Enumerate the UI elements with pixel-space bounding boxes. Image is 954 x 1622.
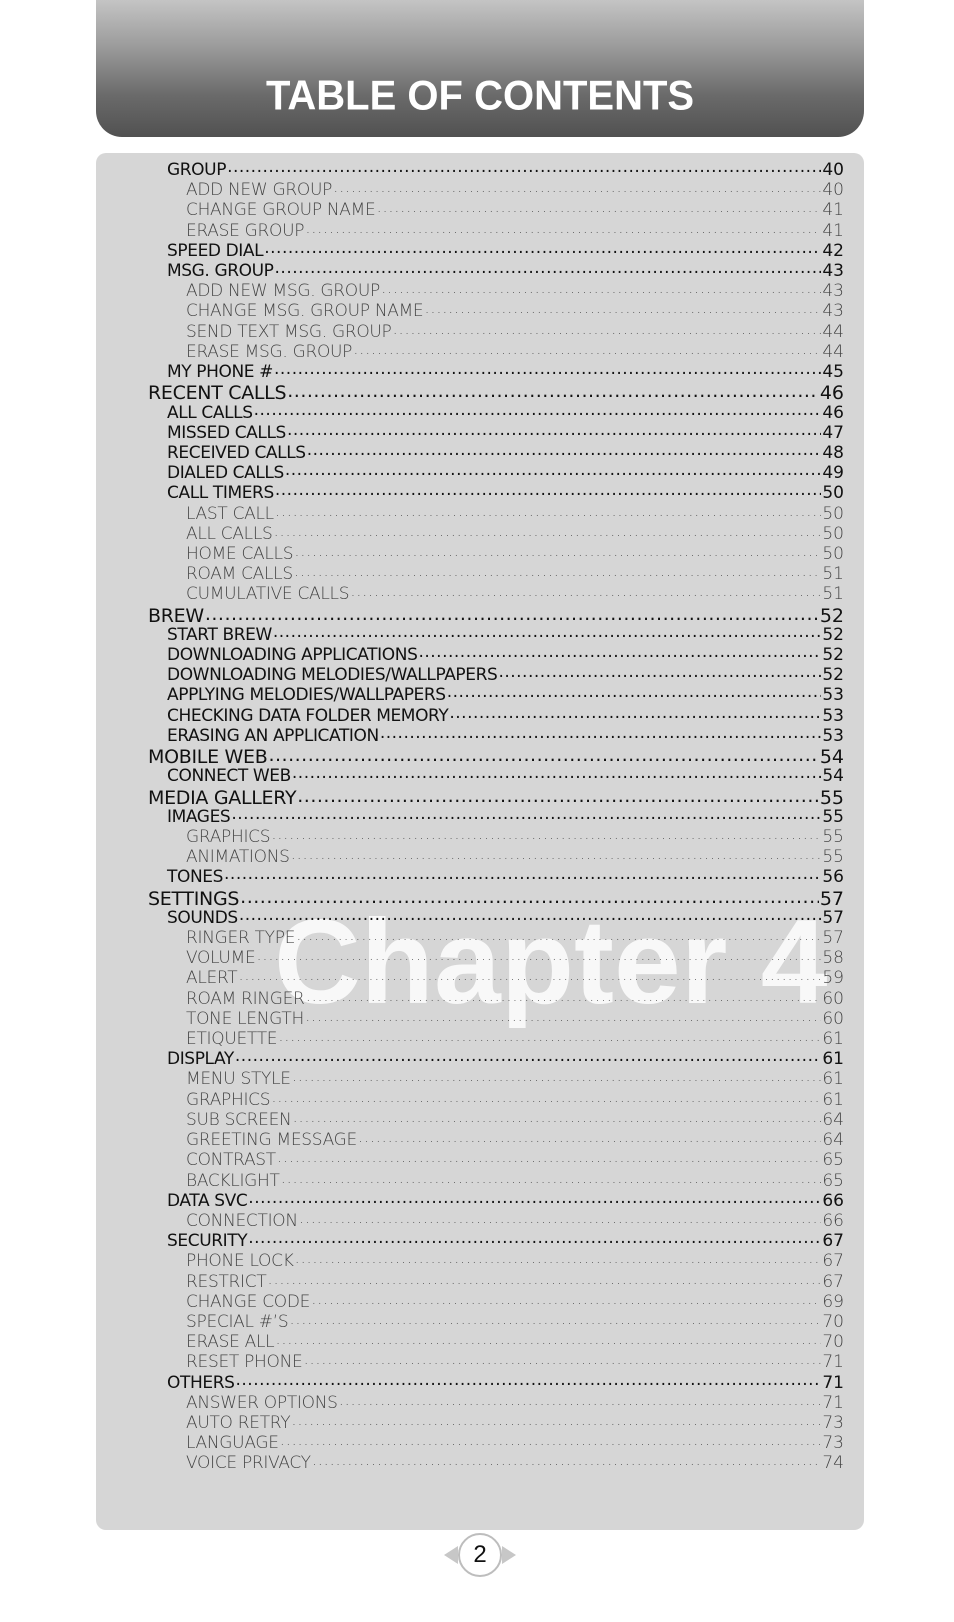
toc-entry-title: MEDIA GALLERY — [148, 786, 297, 809]
toc-entry-page: 50 — [822, 543, 844, 564]
dot-leader — [299, 1209, 822, 1226]
toc-entry[interactable] — [186, 1169, 844, 1190]
toc-entry-page: 55 — [822, 806, 844, 827]
toc-entry[interactable] — [186, 340, 844, 361]
toc-entry-page: 67 — [822, 1231, 844, 1252]
toc-entry[interactable] — [148, 785, 844, 809]
dot-leader — [275, 1330, 821, 1347]
toc-entry[interactable] — [186, 1451, 844, 1472]
toc-entry-page: 52 — [822, 665, 844, 686]
toc-entry-page: 53 — [822, 705, 844, 726]
dot-leader — [256, 946, 821, 963]
dot-leader — [353, 340, 821, 357]
toc-entry-page: 43 — [822, 301, 844, 322]
toc-entry-title: ERASE GROUP — [186, 220, 305, 241]
toc-entry[interactable] — [186, 966, 844, 987]
toc-entry[interactable] — [167, 1047, 844, 1068]
toc-entry-title: IMAGES — [167, 806, 231, 827]
toc-entry-page: 40 — [822, 160, 844, 180]
toc-entry[interactable] — [167, 663, 844, 684]
toc-entry-title: MY PHONE # — [167, 362, 273, 383]
toc-entry-page: 70 — [822, 1311, 844, 1332]
toc-entry[interactable] — [186, 1148, 844, 1169]
dot-leader — [275, 502, 822, 519]
toc-entry[interactable] — [186, 522, 844, 543]
toc-entry-title: SECURITY — [167, 1231, 248, 1252]
toc-entry-page: 42 — [822, 240, 844, 261]
toc-entry[interactable] — [186, 1027, 844, 1048]
toc-entry-title: ERASING AN APPLICATION — [167, 725, 379, 746]
dot-leader — [498, 663, 821, 680]
toc-entry[interactable] — [186, 1249, 844, 1270]
dot-leader — [380, 724, 822, 741]
toc-entry[interactable] — [186, 1067, 844, 1088]
dot-leader — [291, 1411, 821, 1428]
toc-entry-title: SUB SCREEN — [186, 1109, 292, 1130]
toc-entry-title: VOLUME — [186, 948, 256, 969]
toc-entry-title: ALERT — [186, 968, 238, 989]
toc-entry-page: 61 — [822, 1029, 844, 1050]
dot-leader — [305, 219, 821, 236]
toc-entry[interactable] — [186, 1128, 844, 1149]
toc-entry-title: ROAM RINGER — [186, 988, 305, 1009]
toc-entry[interactable] — [167, 724, 844, 745]
toc-entry-page: 45 — [822, 362, 844, 383]
toc-entry-title: ALL CALLS — [167, 402, 253, 423]
toc-entry[interactable] — [186, 926, 844, 947]
toc-entry-page: 50 — [822, 503, 844, 524]
dot-leader — [289, 1310, 821, 1327]
toc-entry-title: SETTINGS — [148, 887, 240, 910]
toc-entry-title: SPECIAL #’S — [186, 1311, 289, 1332]
toc-entry-page: 66 — [822, 1190, 844, 1211]
dot-leader — [224, 865, 821, 882]
toc-entry-page: 46 — [822, 402, 844, 423]
toc-entry[interactable] — [167, 1189, 844, 1210]
toc-entry-title: DOWNLOADING APPLICATIONS — [167, 645, 418, 666]
dot-leader — [381, 279, 821, 296]
toc-entry-title: CONTRAST — [186, 1150, 276, 1171]
dot-leader — [254, 401, 822, 418]
dot-leader — [239, 906, 822, 923]
toc-panel — [96, 153, 864, 1530]
dot-leader — [281, 1169, 822, 1186]
toc-entry[interactable] — [167, 239, 844, 260]
toc-entry-page: 44 — [822, 341, 844, 362]
toc-entry-title: CHANGE GROUP NAME — [186, 200, 376, 221]
toc-entry-page: 65 — [822, 1170, 844, 1191]
dot-leader — [227, 158, 821, 175]
toc-entry[interactable] — [186, 279, 844, 300]
dot-leader — [274, 522, 822, 539]
toc-entry-page: 61 — [822, 1069, 844, 1090]
dot-leader — [264, 239, 821, 256]
toc-entry-page: 54 — [819, 746, 844, 769]
dot-leader — [268, 744, 818, 763]
toc-entry-page: 73 — [822, 1433, 844, 1454]
toc-entry[interactable] — [167, 643, 844, 664]
toc-entry-page: 65 — [822, 1150, 844, 1171]
toc-entry-title: RESTRICT — [186, 1271, 267, 1292]
toc-entry-page: 60 — [822, 1008, 844, 1029]
toc-entry[interactable] — [186, 219, 844, 240]
dot-leader — [311, 1290, 821, 1307]
toc-entry[interactable] — [167, 1229, 844, 1250]
toc-entry-page: 49 — [822, 463, 844, 484]
toc-entry-title: RECENT CALLS — [148, 382, 287, 405]
toc-entry-page: 74 — [822, 1453, 844, 1474]
toc-entry-page: 43 — [822, 261, 844, 282]
dot-leader — [418, 643, 821, 660]
dot-leader — [292, 1067, 822, 1084]
toc-entry[interactable] — [167, 623, 844, 644]
toc-entry[interactable] — [186, 299, 844, 320]
toc-entry-title: GRAPHICS — [186, 826, 271, 847]
toc-entry-page: 46 — [819, 382, 844, 405]
toc-entry[interactable] — [186, 1350, 844, 1371]
toc-entry-title: MSG. GROUP — [167, 261, 274, 282]
toc-entry-title: ALL CALLS — [186, 523, 273, 544]
toc-entry-title: HOME CALLS — [186, 543, 294, 564]
dot-leader — [271, 825, 821, 842]
toc-entry-title: DATA SVC — [167, 1190, 248, 1211]
toc-entry-title: RECEIVED CALLS — [167, 442, 306, 463]
dot-leader — [449, 704, 821, 721]
dot-leader — [285, 461, 821, 478]
toc-entry-title: TONE LENGTH — [186, 1008, 304, 1029]
toc-entry[interactable] — [186, 1209, 844, 1230]
toc-entry[interactable] — [186, 825, 844, 846]
dot-leader — [339, 1391, 822, 1408]
dot-leader — [333, 178, 821, 195]
toc-entry-page: 50 — [822, 523, 844, 544]
toc-entry-page: 71 — [822, 1392, 844, 1413]
toc-entry[interactable] — [186, 1088, 844, 1109]
toc-entry[interactable] — [167, 1371, 844, 1392]
toc-entry[interactable] — [186, 1007, 844, 1028]
toc-entry-page: 71 — [822, 1352, 844, 1373]
toc-entry-title: ADD NEW MSG. GROUP — [186, 281, 380, 302]
toc-entry-page: 55 — [819, 786, 844, 809]
toc-entry[interactable] — [186, 320, 844, 341]
toc-entry-title: ROAM CALLS — [186, 564, 293, 585]
page-number: 2 — [458, 1533, 502, 1577]
toc-entry[interactable] — [186, 1431, 844, 1452]
toc-entry-title: ERASE MSG. GROUP — [186, 341, 353, 362]
dot-leader — [275, 481, 822, 498]
dot-leader — [424, 299, 821, 316]
toc-entry-page: 50 — [822, 483, 844, 504]
toc-entry[interactable] — [148, 886, 844, 910]
toc-entry-page: 51 — [822, 584, 844, 605]
page-number-badge — [444, 1533, 516, 1579]
dot-leader — [248, 1189, 821, 1206]
toc-entry-page: 66 — [822, 1210, 844, 1231]
toc-entry[interactable] — [186, 582, 844, 603]
toc-entry-title: PHONE LOCK — [186, 1251, 294, 1272]
toc-entry-page: 71 — [822, 1372, 844, 1393]
toc-entry[interactable] — [186, 178, 844, 199]
toc-entry[interactable] — [186, 987, 844, 1008]
toc-entry[interactable] — [167, 158, 844, 179]
toc-entry-title: VOICE PRIVACY — [186, 1453, 311, 1474]
toc-entry-title: SPEED DIAL — [167, 240, 264, 261]
toc-entry-page: 52 — [822, 645, 844, 666]
toc-entry-title: MISSED CALLS — [167, 422, 286, 443]
dot-leader — [277, 1148, 821, 1165]
toc-entry[interactable] — [167, 805, 844, 826]
dot-leader — [376, 198, 821, 215]
toc-entry-title: CHECKING DATA FOLDER MEMORY — [167, 705, 449, 726]
dot-leader — [294, 542, 821, 559]
dot-leader — [306, 987, 822, 1004]
toc-entry-title: DISPLAY — [167, 1049, 234, 1070]
toc-entry-page: 67 — [822, 1271, 844, 1292]
toc-entry-page: 56 — [822, 867, 844, 888]
toc-entry-title: RESET PHONE — [186, 1352, 303, 1373]
toc-entry[interactable] — [167, 865, 844, 886]
dot-leader — [271, 1088, 821, 1105]
toc-entry-page: 47 — [822, 422, 844, 443]
toc-entry[interactable] — [186, 1411, 844, 1432]
toc-entry-page: 64 — [822, 1130, 844, 1151]
toc-entry[interactable] — [186, 502, 844, 523]
dot-leader — [275, 259, 822, 276]
toc-entry[interactable] — [186, 1310, 844, 1331]
dot-leader — [235, 1047, 821, 1064]
dot-leader — [296, 926, 821, 943]
toc-entry-title: DOWNLOADING MELODIES/WALLPAPERS — [167, 665, 498, 686]
toc-entry[interactable] — [167, 461, 844, 482]
toc-entry-title: CUMULATIVE CALLS — [186, 584, 350, 605]
dot-leader — [273, 623, 821, 640]
toc-entry-title: BREW — [148, 604, 204, 627]
toc-entry[interactable] — [167, 764, 844, 785]
toc-entry-title: GRAPHICS — [186, 1089, 271, 1110]
dot-leader — [238, 966, 821, 983]
toc-entry-page: 55 — [822, 826, 844, 847]
toc-entry-page: 41 — [822, 200, 844, 221]
toc-entry-page: 43 — [822, 281, 844, 302]
dot-leader — [236, 1371, 822, 1388]
toc-entry-title: APPLYING MELODIES/WALLPAPERS — [167, 685, 446, 706]
toc-entry[interactable] — [167, 704, 844, 725]
dot-leader — [303, 1350, 821, 1367]
toc-entry-page: 73 — [822, 1413, 844, 1434]
dot-leader — [205, 603, 819, 622]
dot-leader — [358, 1128, 821, 1145]
toc-entry[interactable] — [167, 259, 844, 280]
right-arrow-icon — [502, 1546, 516, 1564]
dot-leader — [447, 683, 822, 700]
toc-entry-title: SEND TEXT MSG. GROUP — [186, 321, 392, 342]
dot-leader — [240, 886, 819, 905]
dot-leader — [287, 421, 821, 438]
toc-entry-title: BACKLIGHT — [186, 1170, 280, 1191]
dot-leader — [267, 1270, 821, 1287]
toc-entry-title: DIALED CALLS — [167, 463, 284, 484]
toc-entry-title: RINGER TYPE — [186, 927, 296, 948]
dot-leader — [292, 764, 821, 781]
toc-entry[interactable] — [167, 421, 844, 442]
toc-entry[interactable] — [167, 401, 844, 422]
toc-entry[interactable] — [186, 1108, 844, 1129]
toc-entry-title: MENU STYLE — [186, 1069, 291, 1090]
toc-entry-page: 41 — [822, 220, 844, 241]
dot-leader — [274, 360, 821, 377]
dot-leader — [291, 845, 822, 862]
toc-entry[interactable] — [186, 1270, 844, 1291]
toc-entry[interactable] — [186, 1290, 844, 1311]
dot-leader — [231, 805, 821, 822]
toc-entry-title: ETIQUETTE — [186, 1029, 278, 1050]
toc-entry-page: 51 — [822, 564, 844, 585]
chapter-watermark: Chapter 4 — [274, 895, 828, 1029]
toc-entry-title: CONNECTION — [186, 1210, 298, 1231]
toc-entry-page: 64 — [822, 1109, 844, 1130]
toc-entry[interactable] — [148, 744, 844, 769]
toc-entry-page: 69 — [822, 1291, 844, 1312]
toc-entry-title: GREETING MESSAGE — [186, 1130, 357, 1151]
toc-entry[interactable] — [186, 946, 844, 967]
toc-entry[interactable] — [186, 1330, 844, 1351]
toc-entry-title: START BREW — [167, 624, 272, 645]
toc-entry[interactable] — [148, 603, 844, 627]
page-title: TABLE OF CONTENTS — [265, 72, 695, 120]
toc-entry[interactable] — [186, 542, 844, 563]
toc-entry-title: AUTO RETRY — [186, 1413, 291, 1434]
toc-entry[interactable] — [167, 441, 844, 462]
dot-leader — [307, 441, 822, 458]
toc-entry-page: 57 — [822, 907, 844, 928]
toc-entry-page: 59 — [822, 968, 844, 989]
toc-entry-page: 60 — [822, 988, 844, 1009]
toc-entry-page: 61 — [822, 1089, 844, 1110]
left-arrow-icon — [444, 1546, 458, 1564]
toc-entry-page: 52 — [822, 624, 844, 645]
toc-entry-page: 40 — [822, 180, 844, 201]
toc-entry-page: 53 — [822, 685, 844, 706]
dot-leader — [305, 1007, 821, 1024]
toc-entry-title: ANSWER OPTIONS — [186, 1392, 338, 1413]
toc-entry[interactable] — [167, 360, 844, 381]
toc-entry-page: 57 — [819, 887, 844, 910]
toc-entry[interactable] — [167, 683, 844, 704]
toc-entry-page: 61 — [822, 1049, 844, 1070]
toc-entry-title: ANIMATIONS — [186, 847, 290, 868]
toc-entry[interactable] — [167, 481, 844, 502]
toc-entry-page: 44 — [822, 321, 844, 342]
toc-entry-title: OTHERS — [167, 1372, 235, 1393]
dot-leader — [312, 1451, 822, 1468]
toc-entry-title: CHANGE MSG. GROUP NAME — [186, 301, 424, 322]
toc-entry-title: TONES — [167, 867, 224, 888]
dot-leader — [287, 380, 819, 399]
toc-entry-page: 58 — [822, 948, 844, 969]
toc-entry-title: LANGUAGE — [186, 1433, 279, 1454]
toc-entry-page: 55 — [822, 847, 844, 868]
toc-entry-title: SOUNDS — [167, 907, 238, 928]
toc-entry[interactable] — [148, 380, 844, 405]
toc-entry-title: CHANGE CODE — [186, 1291, 311, 1312]
toc-entry-page: 54 — [822, 766, 844, 787]
toc-entry-page: 57 — [822, 927, 844, 948]
toc-entry-title: LAST CALL — [186, 503, 274, 524]
toc-entry-title: ERASE ALL — [186, 1332, 275, 1353]
dot-leader — [280, 1431, 822, 1448]
dot-leader — [295, 1249, 822, 1266]
header-banner — [96, 0, 864, 137]
toc-entry[interactable] — [186, 845, 844, 866]
toc-entry-page: 70 — [822, 1332, 844, 1353]
dot-leader — [297, 785, 819, 804]
toc-entry[interactable] — [186, 1391, 844, 1412]
toc-entry-page: 52 — [819, 604, 844, 627]
toc-entry[interactable] — [186, 562, 844, 583]
toc-entry-page: 67 — [822, 1251, 844, 1272]
dot-leader — [350, 582, 821, 599]
toc-entry-title: CONNECT WEB — [167, 766, 291, 787]
dot-leader — [393, 320, 822, 337]
toc-entry-page: 53 — [822, 725, 844, 746]
toc-entry-page: 48 — [822, 442, 844, 463]
dot-leader — [294, 562, 822, 579]
toc-entry-title: GROUP — [167, 160, 227, 180]
toc-entry-title: MOBILE WEB — [148, 746, 268, 769]
toc-entry-title: ADD NEW GROUP — [186, 180, 333, 201]
dot-leader — [292, 1108, 821, 1125]
toc-entry-title: CALL TIMERS — [167, 483, 274, 504]
toc-entry[interactable] — [167, 906, 844, 927]
dot-leader — [248, 1229, 821, 1246]
dot-leader — [278, 1027, 821, 1044]
toc-entry[interactable] — [186, 198, 844, 219]
